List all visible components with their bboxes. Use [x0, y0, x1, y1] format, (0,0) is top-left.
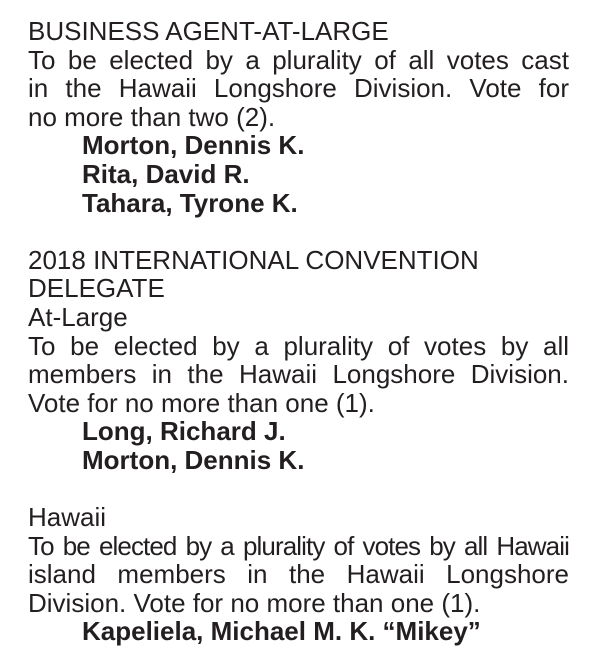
section-heading: DELEGATE [28, 273, 165, 304]
candidate-name: Morton, Dennis K. [82, 444, 305, 475]
subsection-at-large [28, 303, 569, 475]
description-line: To be elected by a plurality of votes by all [28, 330, 569, 361]
ballot-page [28, 17, 569, 646]
spacer [28, 475, 569, 504]
candidate-name: Kapeliela, Michael M. K. “Mikey” [82, 616, 481, 647]
description-line: island members in the Hawaii Longshore [28, 559, 569, 590]
description-line: in the Hawaii Longshore Division. Vote for [28, 73, 569, 104]
candidate-name: Tahara, Tyrone K. [82, 187, 298, 218]
section-heading: 2018 INTERNATIONAL CONVENTION [28, 244, 479, 275]
description-line: Vote for no more than one (1). [28, 387, 375, 418]
section-heading: BUSINESS AGENT-AT-LARGE [28, 16, 389, 46]
candidate-name: Rita, David R. [82, 158, 250, 189]
subsection-heading: Hawaii [28, 502, 107, 533]
spacer [28, 217, 569, 246]
description-line: members in the Hawaii Longshore Division. [28, 359, 569, 390]
candidate-name: Long, Richard J. [82, 416, 286, 447]
subsection-heading: At-Large [28, 301, 128, 332]
description-line: no more than two (2). [28, 101, 276, 132]
subsection-hawaii [28, 503, 569, 646]
description-line: To be elected by a plurality of votes by all Hawaii [28, 530, 569, 561]
description-line: To be elected by a plurality of all votes cast [28, 44, 569, 75]
section-convention-delegate [28, 246, 569, 646]
description-line: Division. Vote for no more than one (1). [28, 587, 481, 618]
section-business-agent [28, 17, 569, 217]
candidate-name: Morton, Dennis K. [82, 130, 305, 161]
